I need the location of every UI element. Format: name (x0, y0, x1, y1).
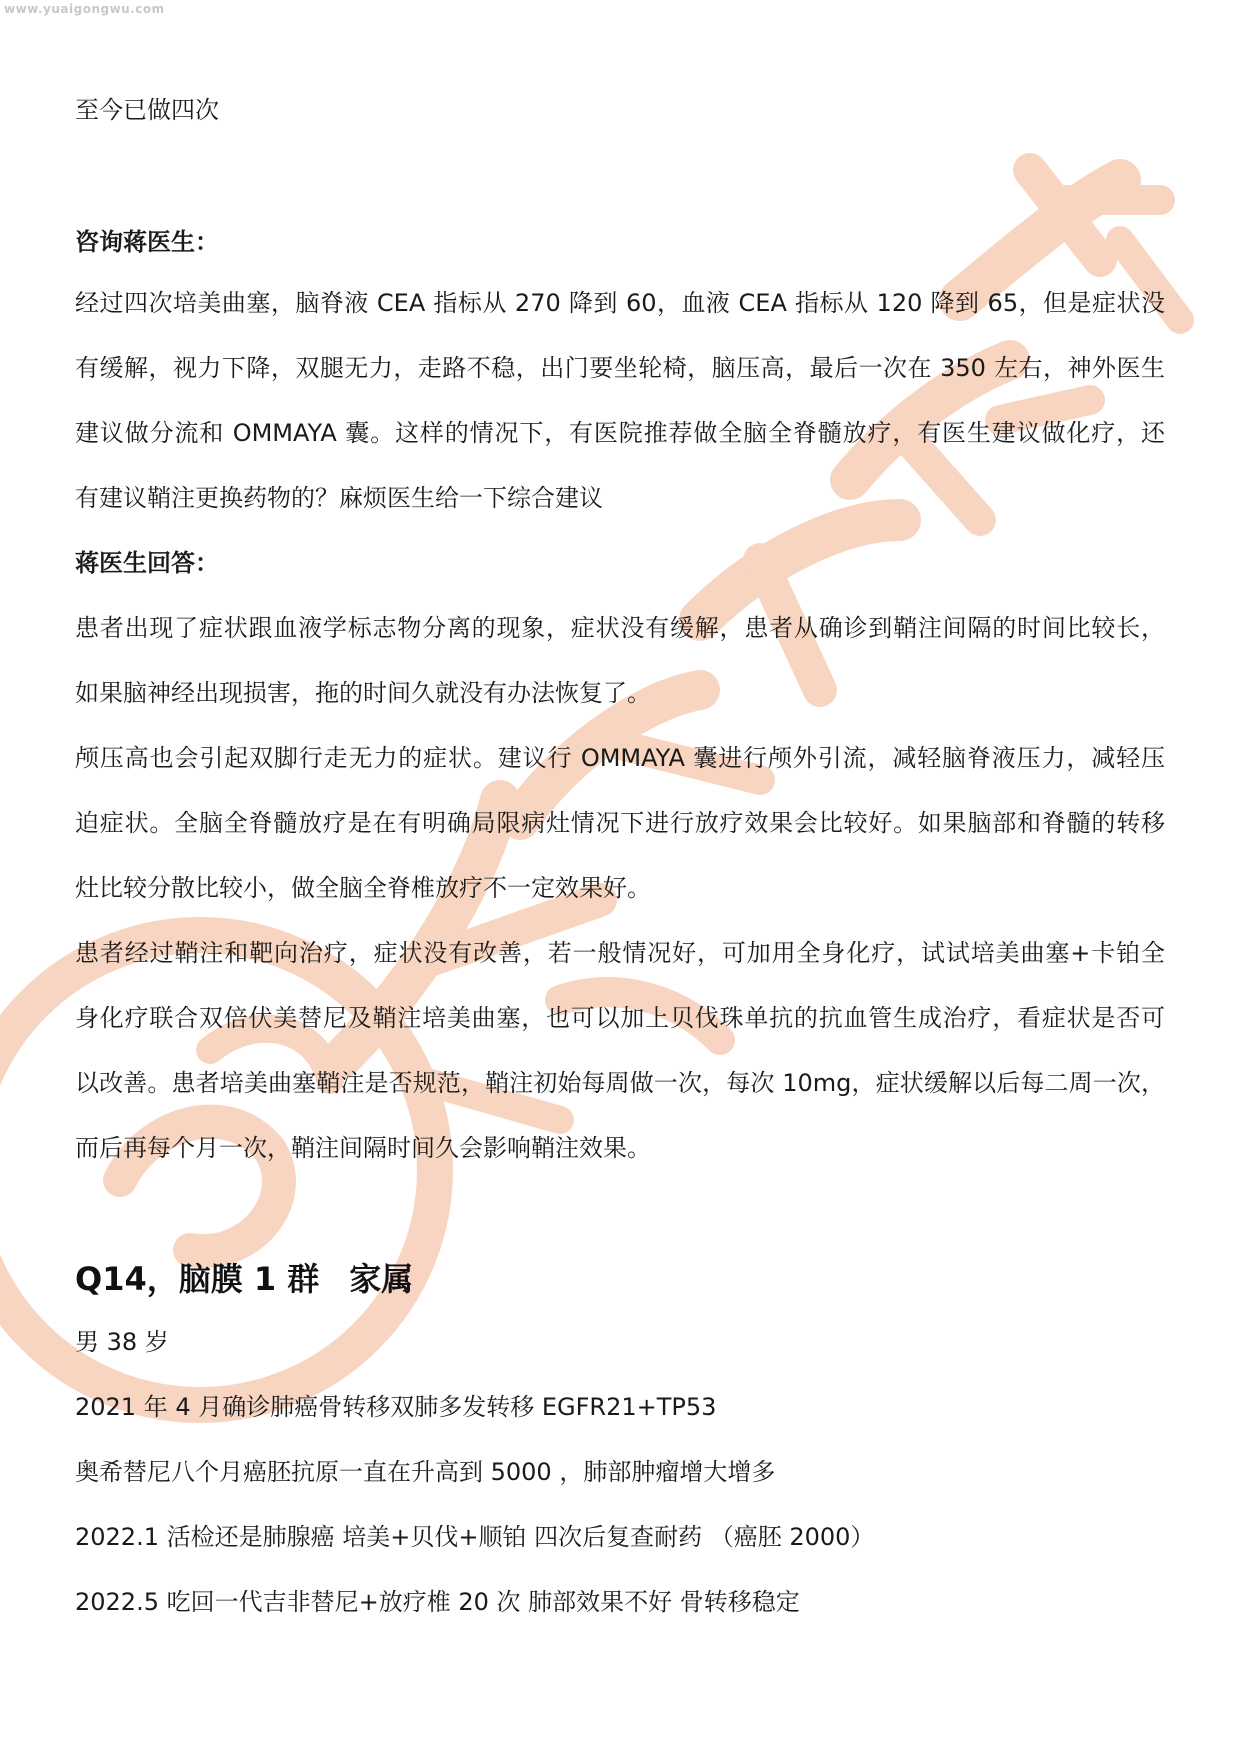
consult-line: 经过四次培美曲塞，脑脊液 CEA 指标从 270 降到 60，血液 CEA 指标从 120 降到 65，但是症状没 (75, 289, 1165, 317)
answer-line: 而后再每个月一次，鞘注间隔时间久会影响鞘注效果。 (75, 1134, 651, 1162)
consult-line: 有建议鞘注更换药物的？麻烦医生给一下综合建议 (75, 484, 603, 512)
q14-line: 2022.1 活检还是肺腺癌 培美+贝伐+顺铂 四次后复查耐药 （癌胚 2000） (75, 1523, 875, 1551)
q14-line: 2022.5 吃回一代吉非替尼+放疗椎 20 次 肺部效果不好 骨转移稳定 (75, 1588, 800, 1616)
site-watermark: www.yuaigongwu.com (4, 2, 165, 16)
answer-line: 身化疗联合双倍伏美替尼及鞘注培美曲塞，也可以加上贝伐珠单抗的抗血管生成治疗，看症状是否可 (75, 1004, 1165, 1032)
q14-line: 男 38 岁 (75, 1328, 169, 1356)
q14-heading-sub: 家属 (349, 1260, 414, 1298)
q14-line: 2021 年 4 月确诊肺癌骨转移双肺多发转移 EGFR21+TP53 (75, 1393, 717, 1421)
answer-line: 以改善。患者培美曲塞鞘注是否规范，鞘注初始每周做一次，每次 10mg，症状缓解以后每二周一次， (75, 1069, 1165, 1097)
answer-line: 患者出现了症状跟血液学标志物分离的现象，症状没有缓解，患者从确诊到鞘注间隔的时间比较长， (75, 614, 1165, 642)
q14-line: 奥希替尼八个月癌胚抗原一直在升高到 5000 ，肺部肿瘤增大增多 (75, 1458, 776, 1486)
consult-line: 有缓解，视力下降，双腿无力，走路不稳，出门要坐轮椅，脑压高，最后一次在 350 左右，神外医生 (75, 354, 1165, 382)
q14-heading-main: Q14，脑膜 1 群 (75, 1260, 320, 1298)
consult-line: 建议做分流和 OMMAYA 囊。这样的情况下，有医院推荐做全脑全脊髓放疗，有医生建议做化疗，还 (75, 419, 1165, 447)
answer-line: 患者经过鞘注和靶向治疗，症状没有改善，若一般情况好，可加用全身化疗，试试培美曲塞+卡铂全 (75, 939, 1165, 967)
answer-line: 颅压高也会引起双脚行走无力的症状。建议行 OMMAYA 囊进行颅外引流，减轻脑脊液压力，减轻压 (75, 744, 1165, 772)
answer-line: 灶比较分散比较小，做全脑全脊椎放疗不一定效果好。 (75, 874, 651, 902)
intro-line: 至今已做四次 (75, 96, 219, 124)
q14-heading (75, 1259, 413, 1299)
consult-title: 咨询蒋医生： (75, 228, 219, 256)
answer-title: 蒋医生回答： (75, 549, 219, 577)
answer-line: 迫症状。全脑全脊髓放疗是在有明确局限病灶情况下进行放疗效果会比较好。如果脑部和脊髓的转移 (75, 809, 1165, 837)
answer-line: 如果脑神经出现损害，拖的时间久就没有办法恢复了。 (75, 679, 651, 707)
